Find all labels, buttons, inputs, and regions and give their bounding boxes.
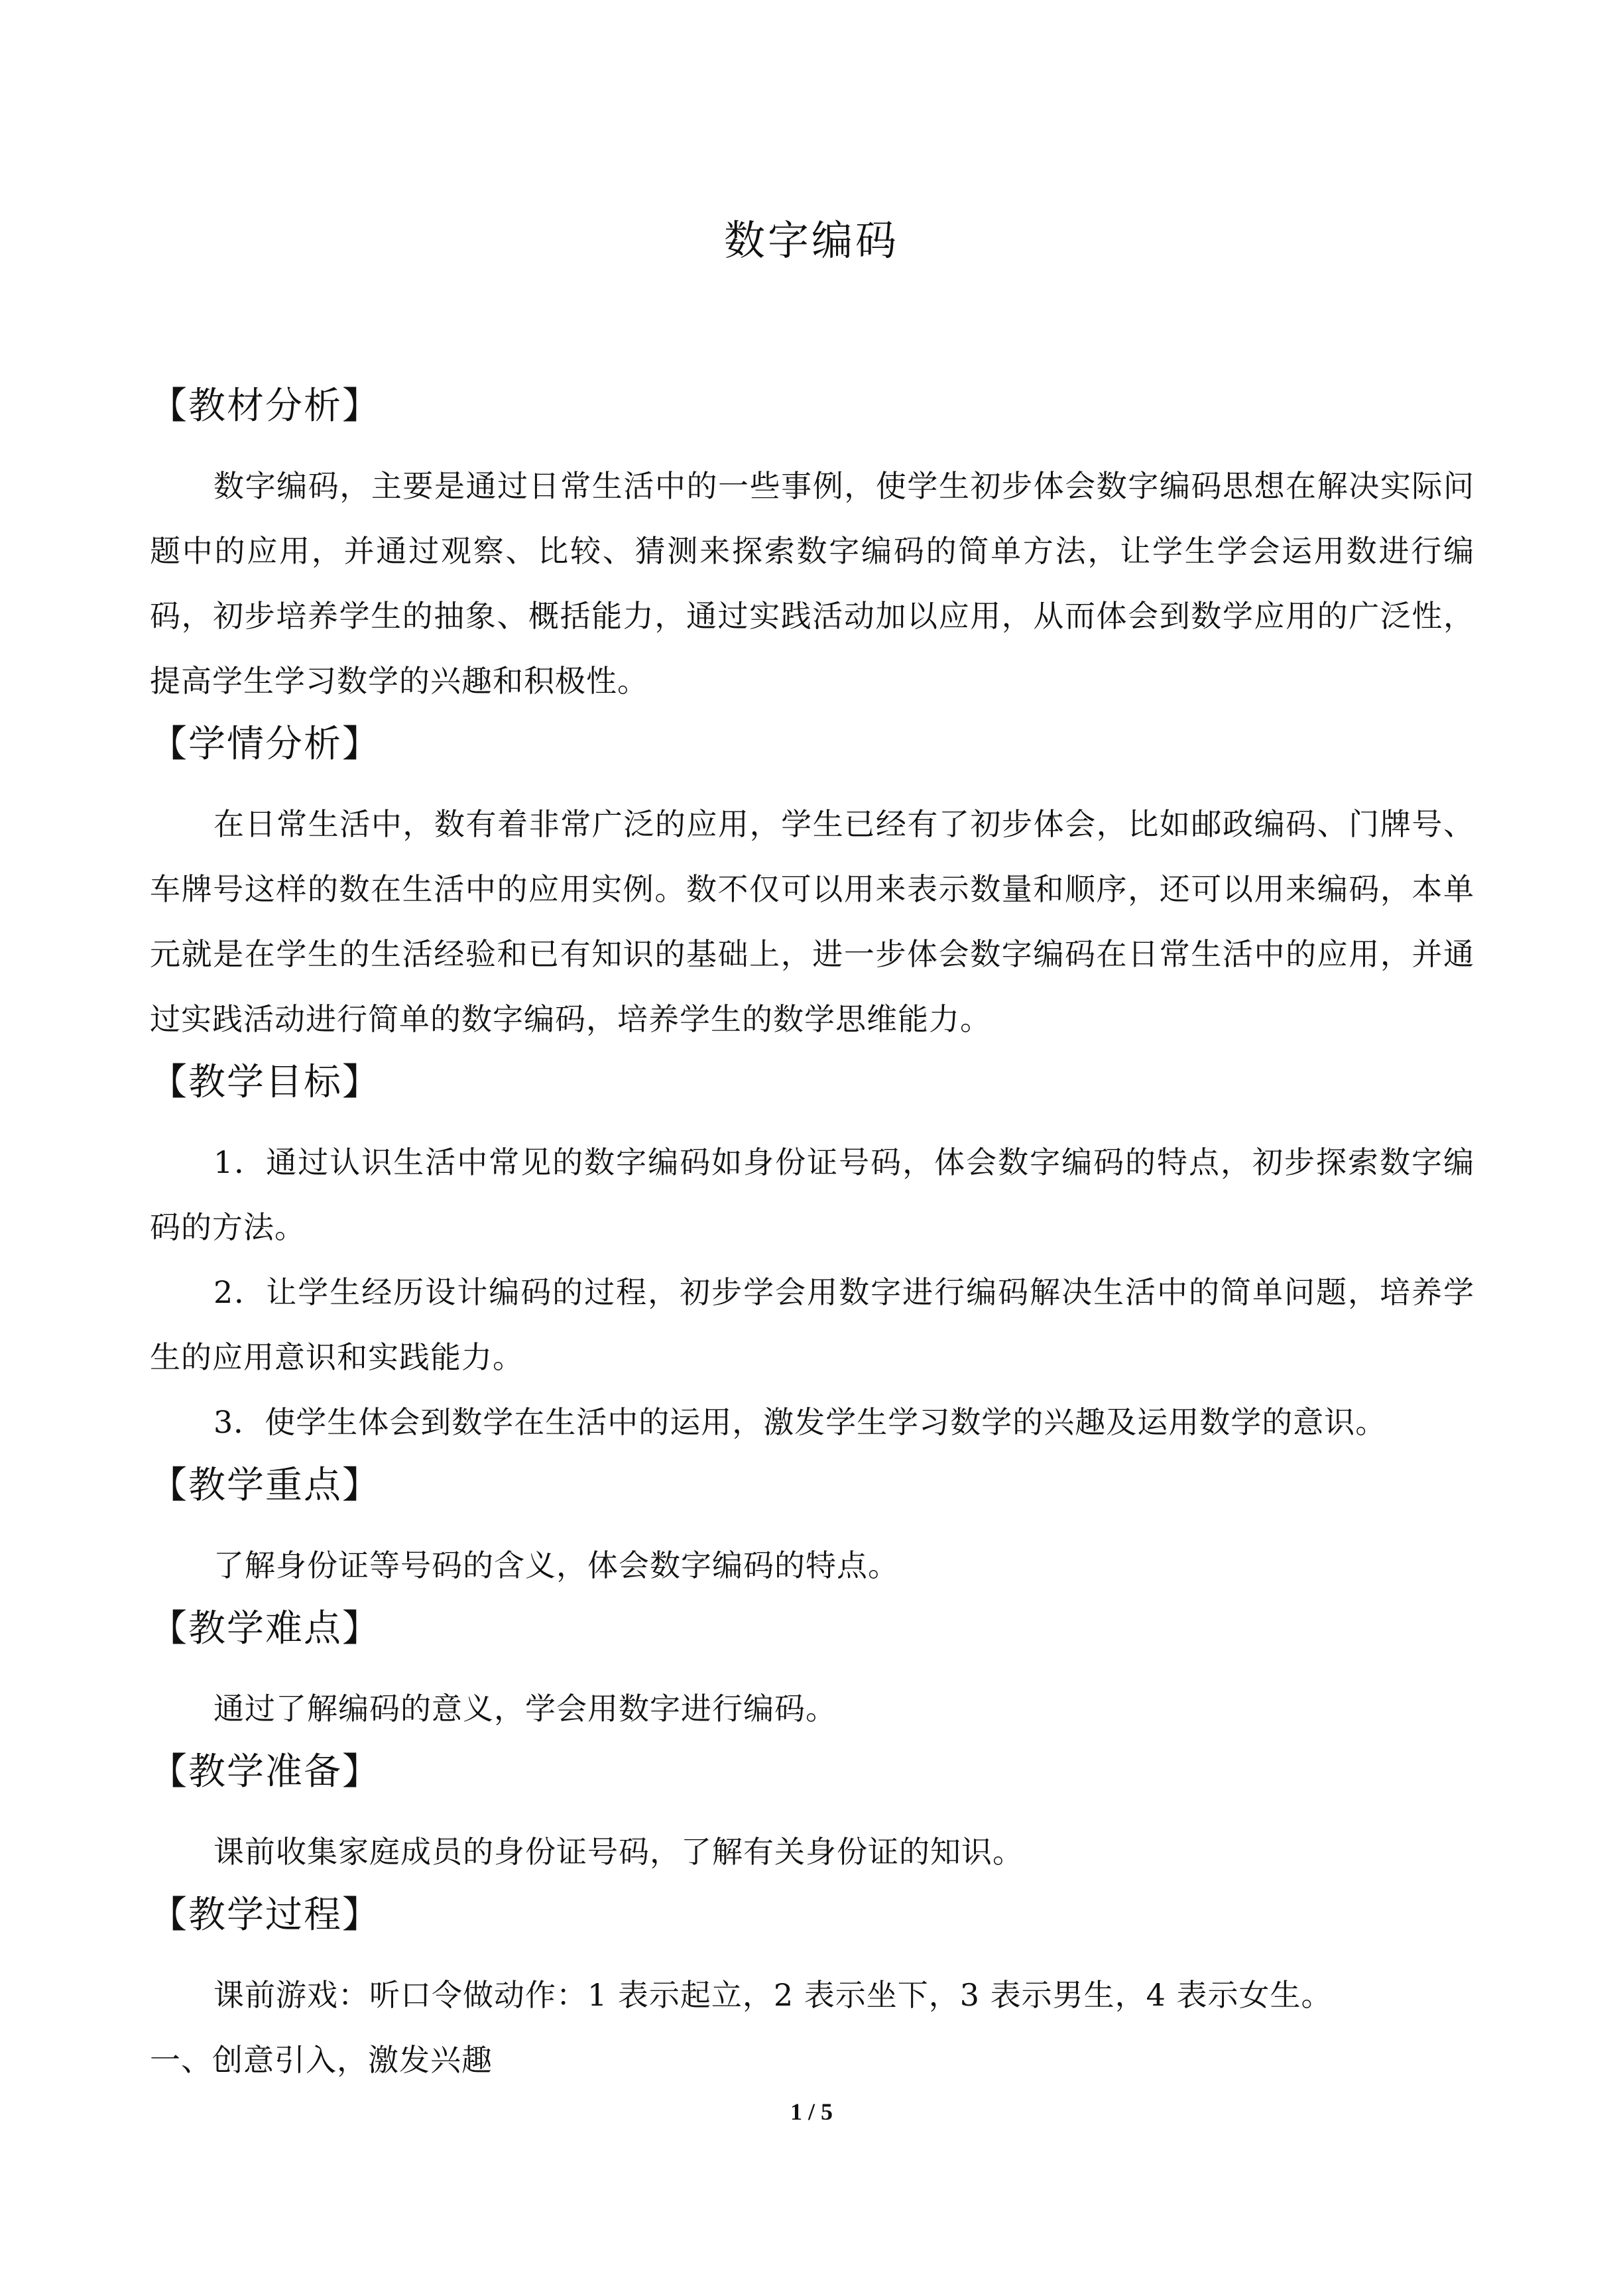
section-textbook-analysis [150, 378, 1474, 713]
section-preparation [150, 1744, 1474, 1884]
page-number: 1 / 5 [790, 2098, 833, 2125]
objective-item: 3．使学生体会到数学在生活中的运用，激发学生学习数学的兴趣及运用数学的意识。 [213, 1404, 1387, 1440]
document-body [150, 378, 1474, 2092]
section-teaching-objectives [150, 1054, 1474, 1455]
section-teaching-process [150, 1887, 1474, 2092]
section-heading: 【教材分析】 [150, 385, 381, 428]
paragraph: 通过了解编码的意义，学会用数字进行编码。 [213, 1691, 837, 1726]
objective-item: 1．通过认识生活中常见的数字编码如身份证号码，体会数字编码的特点，初步探索数字编码的方法。 [150, 1144, 1474, 1245]
section-heading: 【教学重点】 [150, 1464, 381, 1507]
section-key-points [150, 1457, 1474, 1598]
section-heading: 【教学难点】 [150, 1607, 381, 1650]
section-difficulties [150, 1601, 1474, 1741]
paragraph: 课前游戏：听口令做动作：1 表示起立，2 表示坐下，3 表示男生，4 表示女生。 [213, 1977, 1333, 2013]
paragraph: 了解身份证等号码的含义，体会数字编码的特点。 [213, 1547, 899, 1583]
document-title: 数字编码 [723, 216, 899, 265]
paragraph: 在日常生活中，数有着非常广泛的应用，学生已经有了初步体会，比如邮政编码、门牌号、车牌号这样的数在生活中的应用实例。数不仅可以用来表示数量和顺序，还可以用来编码，本单元就是在学生的生活经验和已有知识的基础上，进一步体会数字编码在日常生活中的应用，并通过实践活动进行简单的数字编码，培养学生的数学思维能力。 [150, 806, 1474, 1037]
paragraph: 数字编码，主要是通过日常生活中的一些事例，使学生初步体会数字编码思想在解决实际问题中的应用，并通过观察、比较、猜测来探索数字编码的简单方法，让学生学会运用数进行编码，初步培养学生的抽象、概括能力，通过实践活动加以应用，从而体会到数学应用的广泛性，提高学生学习数学的兴趣和积极性。 [150, 468, 1474, 699]
paragraph: 课前收集家庭成员的身份证号码，了解有关身份证的知识。 [213, 1834, 1024, 1870]
objective-item: 2．让学生经历设计编码的过程，初步学会用数字进行编码解决生活中的简单问题，培养学生的应用意识和实践能力。 [150, 1274, 1474, 1375]
subsection-heading: 一、创意引入，激发兴趣 [150, 2042, 493, 2078]
section-heading: 【学情分析】 [150, 723, 381, 766]
section-heading: 【教学准备】 [150, 1750, 381, 1793]
section-heading: 【教学目标】 [150, 1061, 381, 1104]
section-student-analysis [150, 716, 1474, 1052]
section-heading: 【教学过程】 [150, 1894, 381, 1937]
